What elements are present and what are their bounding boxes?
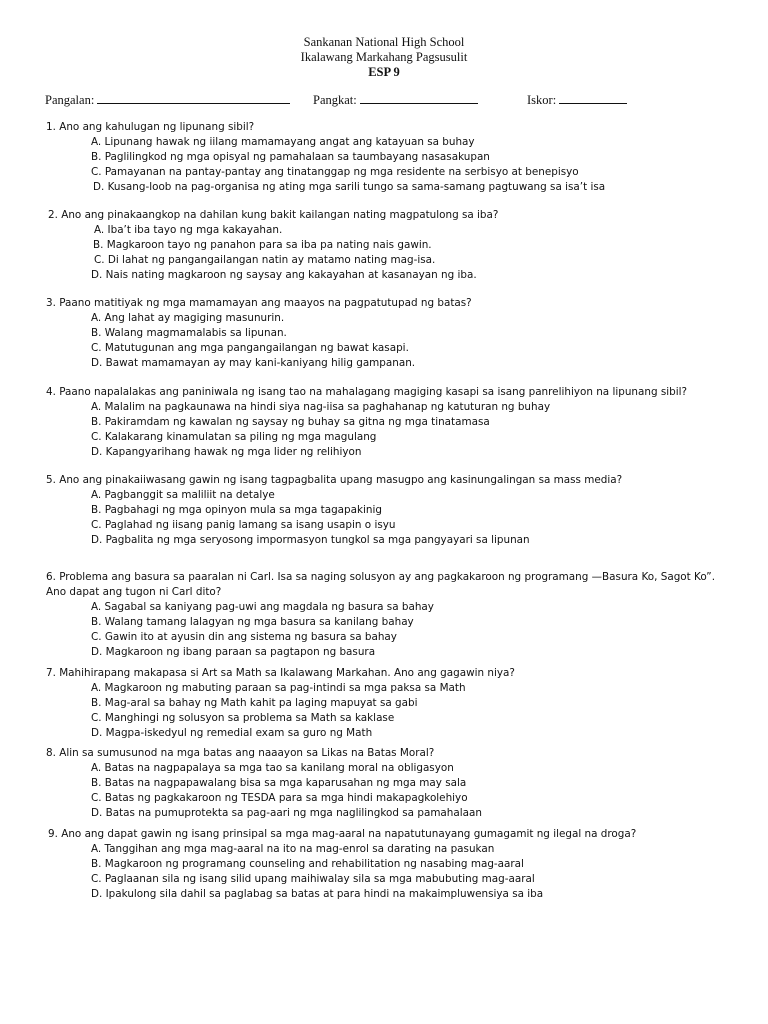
name-field bbox=[45, 92, 290, 108]
question-9 bbox=[46, 827, 736, 902]
option-b: B. Mag-aral sa bahay ng Math kahit pa laging mapuyat sa gabi bbox=[91, 697, 418, 709]
question-stem: 4. Paano napalalakas ang paniniwala ng isang tao na mahalagang magiging kasapi sa isang panrelihiyon na lipunang sibil? bbox=[46, 386, 688, 398]
option-b: B. Paglilingkod ng mga opisyal ng pamahalaan sa taumbayang nasasakupan bbox=[91, 151, 490, 163]
exam-header bbox=[0, 35, 768, 80]
subject-title: ESP 9 bbox=[368, 65, 400, 79]
option-b: B. Magkaroon ng programang counseling and rehabilitation ng nasabing mag-aaral bbox=[91, 858, 524, 870]
option-a: A. Sagabal sa kaniyang pag-uwi ang magdala ng basura sa bahay bbox=[91, 601, 434, 613]
question-stem: 6. Problema ang basura sa paaralan ni Carl. Isa sa naging solusyon ay ang pagkakaroon ng programang —Basura Ko, Sagot Ko”. Ano dapat ang tugon ni Carl dito? bbox=[46, 571, 715, 598]
name-blank-line bbox=[97, 92, 290, 104]
option-a: A. Lipunang hawak ng iilang mamamayang angat ang katayuan sa buhay bbox=[91, 136, 475, 148]
option-c: C. Kalakarang kinamulatan sa piling ng mga magulang bbox=[91, 431, 377, 443]
option-a: A. Pagbanggit sa maliliit na detalye bbox=[91, 489, 275, 501]
question-stem: 7. Mahihirapang makapasa si Art sa Math sa Ikalawang Markahan. Ano ang gagawin niya? bbox=[46, 667, 515, 679]
score-label: Iskor: bbox=[527, 93, 557, 107]
option-a: A. Ang lahat ay magiging masunurin. bbox=[91, 312, 285, 324]
option-c: C. Paglaanan sila ng isang silid upang maihiwalay sila sa mga mabubuting mag-aaral bbox=[91, 873, 535, 885]
option-d: D. Pagbalita ng mga seryosong impormasyon tungkol sa mga pangyayari sa lipunan bbox=[91, 534, 530, 546]
question-8 bbox=[46, 746, 736, 821]
option-b: B. Magkaroon tayo ng panahon para sa iba pa nating nais gawin. bbox=[93, 239, 432, 251]
question-6 bbox=[46, 570, 736, 660]
question-stem: 2. Ano ang pinakaangkop na dahilan kung bakit kailangan nating magpatulong sa iba? bbox=[48, 209, 499, 221]
score-field bbox=[527, 92, 627, 108]
option-b: B. Batas na nagpapawalang bisa sa mga kaparusahan ng mga may sala bbox=[91, 777, 467, 789]
question-3 bbox=[46, 296, 736, 371]
option-b: B. Walang magmamalabis sa lipunan. bbox=[91, 327, 287, 339]
option-d: D. Magpa-iskedyul ng remedial exam sa guro ng Math bbox=[91, 727, 373, 739]
option-b: B. Pakiramdam ng kawalan ng saysay ng buhay sa gitna ng mga tinatamasa bbox=[91, 416, 490, 428]
exam-title: Ikalawang Markahang Pagsusulit bbox=[300, 50, 468, 64]
question-4 bbox=[46, 385, 736, 460]
option-a: A. Tanggihan ang mga mag-aaral na ito na mag-enrol sa darating na pasukan bbox=[91, 843, 495, 855]
question-stem: 8. Alin sa sumusunod na mga batas ang naaayon sa Likas na Batas Moral? bbox=[46, 747, 435, 759]
option-d: D. Batas na pumuprotekta sa pag-aari ng mga naglilingkod sa pamahalaan bbox=[91, 807, 482, 819]
question-1 bbox=[46, 120, 736, 195]
option-d: D. Bawat mamamayan ay may kani-kaniyang hilig gampanan. bbox=[91, 357, 416, 369]
rank-blank-line bbox=[360, 92, 478, 104]
option-c: C. Manghingi ng solusyon sa problema sa Math sa kaklase bbox=[91, 712, 395, 724]
name-label: Pangalan: bbox=[45, 93, 95, 107]
student-info-row bbox=[45, 92, 735, 108]
question-stem: 1. Ano ang kahulugan ng lipunang sibil? bbox=[46, 121, 255, 133]
option-c: C. Pamayanan na pantay-pantay ang tinatanggap ng mga residente na serbisyo at benepisyo bbox=[91, 166, 579, 178]
school-name: Sankanan National High School bbox=[303, 35, 465, 49]
option-a: A. Batas na nagpapalaya sa mga tao sa kanilang moral na obligasyon bbox=[91, 762, 454, 774]
question-2 bbox=[46, 208, 736, 283]
option-c: C. Paglahad ng iisang panig lamang sa isang usapin o isyu bbox=[91, 519, 396, 531]
question-stem: 9. Ano ang dapat gawin ng isang prinsipal sa mga mag-aaral na napatutunayang gumagamit ng ilegal na droga? bbox=[48, 828, 637, 840]
option-a: A. Malalim na pagkaunawa na hindi siya nag-iisa sa paghahanap ng katuturan ng buhay bbox=[91, 401, 551, 413]
option-d: D. Ipakulong sila dahil sa paglabag sa batas at para hindi na makaimpluwensiya sa iba bbox=[91, 888, 544, 900]
option-c: C. Batas ng pagkakaroon ng TESDA para sa mga hindi makapagkolehiyo bbox=[91, 792, 468, 804]
question-7 bbox=[46, 666, 736, 741]
option-a: A. Magkaroon ng mabuting paraan sa pag-intindi sa mga paksa sa Math bbox=[91, 682, 466, 694]
score-blank-line bbox=[559, 92, 627, 104]
question-stem: 5. Ano ang pinakaiiwasang gawin ng isang tagpagbalita upang masugpo ang kasinungalingan sa mass media? bbox=[46, 474, 623, 486]
option-c: C. Gawin ito at ayusin din ang sistema ng basura sa bahay bbox=[91, 631, 397, 643]
option-b: B. Pagbahagi ng mga opinyon mula sa mga tagapakinig bbox=[91, 504, 382, 516]
option-d: D. Magkaroon ng ibang paraan sa pagtapon ng basura bbox=[91, 646, 376, 658]
option-d: D. Kapangyarihang hawak ng mga lider ng relihiyon bbox=[91, 446, 362, 458]
option-d: D. Kusang-loob na pag-organisa ng ating mga sarili tungo sa sama-samang pagtuwang sa isa’t isa bbox=[93, 181, 606, 193]
option-d: D. Nais nating magkaroon ng saysay ang kakayahan at kasanayan ng iba. bbox=[91, 269, 477, 281]
rank-label: Pangkat: bbox=[313, 93, 357, 107]
question-stem: 3. Paano matitiyak ng mga mamamayan ang maayos na pagpatutupad ng batas? bbox=[46, 297, 472, 309]
option-c: C. Di lahat ng pangangailangan natin ay matamo nating mag-isa. bbox=[94, 254, 436, 266]
option-b: B. Walang tamang lalagyan ng mga basura sa kanilang bahay bbox=[91, 616, 414, 628]
rank-field bbox=[313, 92, 478, 108]
question-5 bbox=[46, 473, 736, 548]
option-a: A. Iba’t iba tayo ng mga kakayahan. bbox=[94, 224, 283, 236]
option-c: C. Matutugunan ang mga pangangailangan ng bawat kasapi. bbox=[91, 342, 409, 354]
